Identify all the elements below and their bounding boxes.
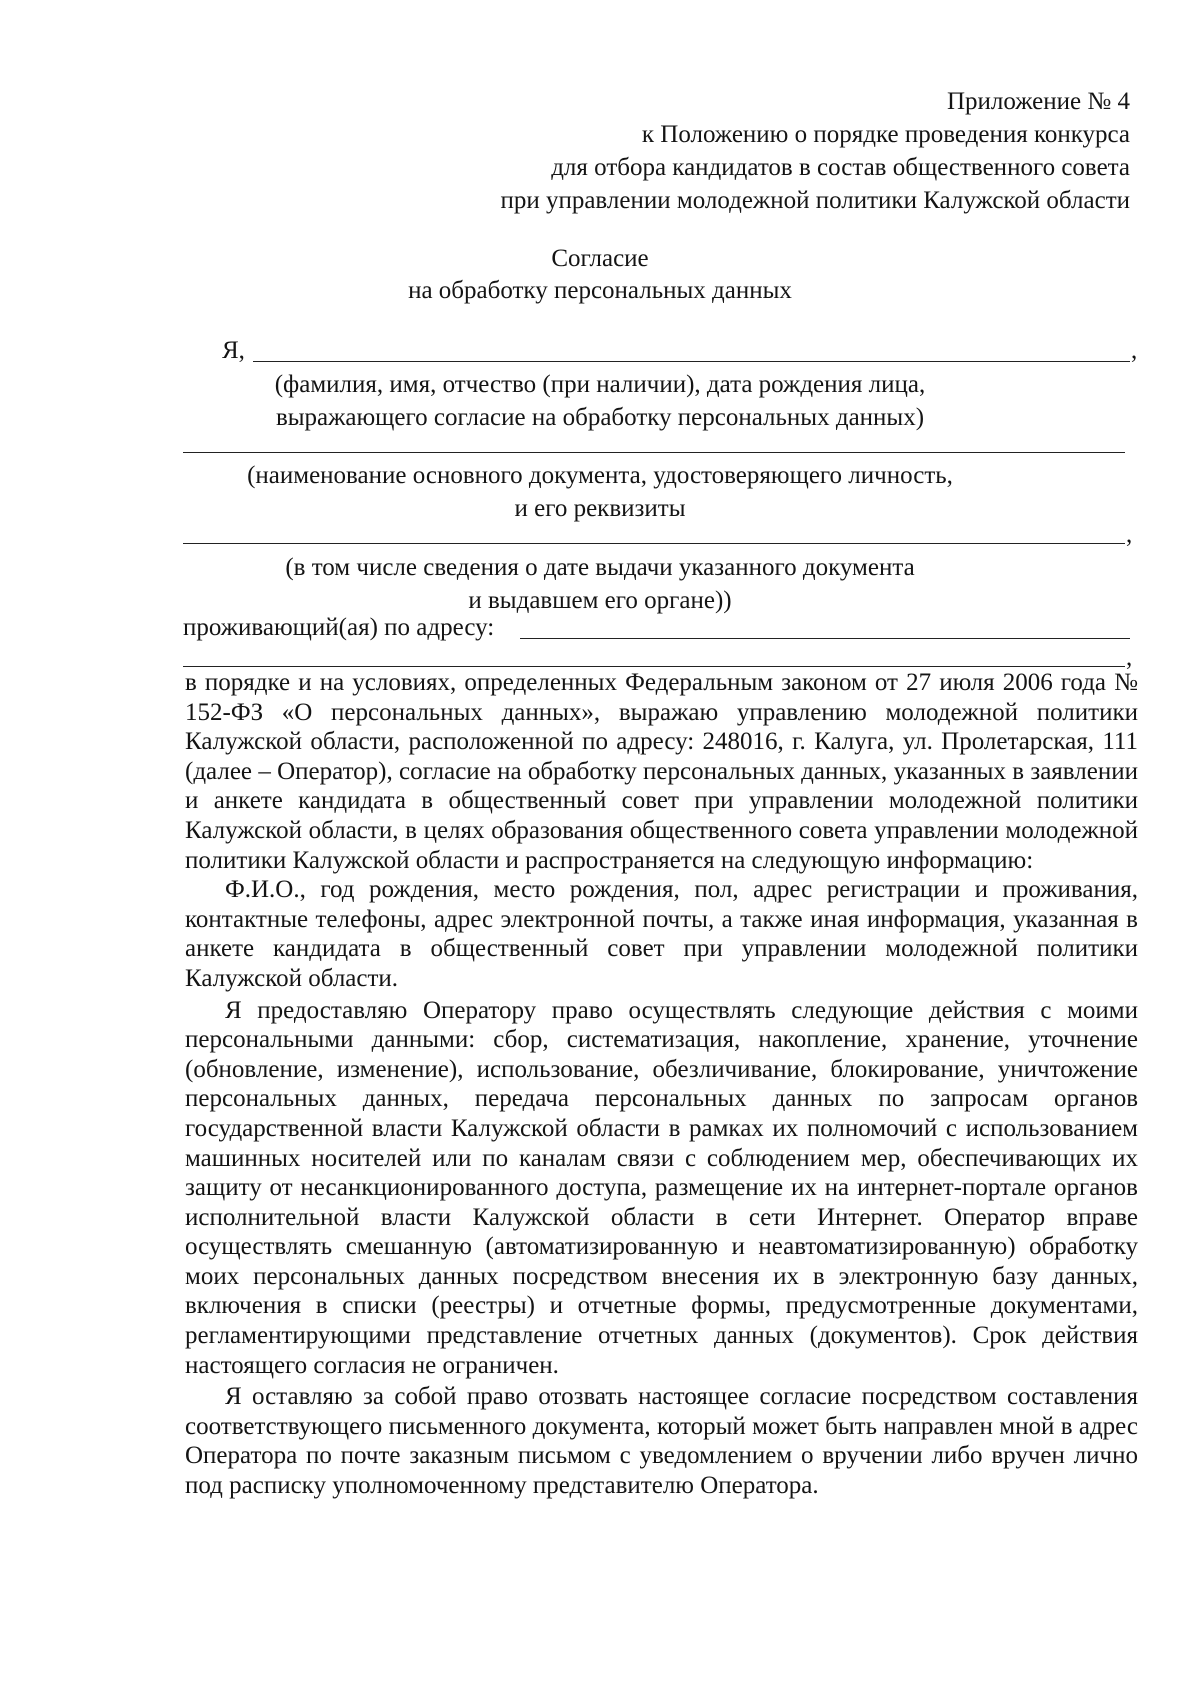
appendix-ref-line-2: для отбора кандидатов в состав общественного совета — [551, 154, 1130, 181]
id-document-hint — [0, 459, 1200, 525]
body-paragraph: в порядке и на условиях, определенных Федеральным законом от 27 июля 2006 года № 152-ФЗ «О персональных данных», выражаю управлению молодежной политики Калужской области, расположенной по адресу: 248016, г. Калуга, ул. Пролетарская, 111 (далее – Оператор), согласие на обработку персональных данных, указанных в заявлении и анкете кандидата в общественный совет при управлении молодежной политики Калужской области, в целях образования общественного совета управлении молодежной политики Калужской области и распространяется на следующую информацию: — [185, 669, 1138, 874]
id-issue-hint — [0, 551, 1200, 617]
hint-line: выражающего согласие на обработку персональных данных) — [275, 404, 925, 431]
id-document-field-line[interactable] — [183, 452, 1125, 453]
hint-line: (в том числе сведения о дате выдачи указанного документа — [285, 554, 915, 581]
fullname-hint — [0, 368, 1200, 434]
hint-line: (наименование основного документа, удостоверяющего личность, — [247, 462, 953, 489]
hint-line: (фамилия, имя, отчество (при наличии), дата рождения лица, — [274, 371, 926, 398]
consent-body — [185, 668, 1138, 1501]
comma: , — [1131, 337, 1138, 364]
title-line-2: на обработку персональных данных — [408, 277, 792, 304]
address-label: проживающий(ая) по адресу: — [183, 614, 495, 641]
appendix-header — [500, 85, 1130, 217]
hint-line: и выдавшем его органе)) — [468, 587, 732, 614]
appendix-ref-line-3: при управлении молодежной политики Калужской области — [500, 187, 1130, 214]
appendix-ref-line-1: к Положению о порядке проведения конкурса — [641, 121, 1130, 148]
body-paragraph: Я оставляю за собой право отозвать настоящее согласие посредством составления соответствующего письменного документа, который может быть направлен мной в адрес Оператора по почте заказным письмом с уведомлением о вручении либо вручен лично под расписку уполномоченному представителю Оператора. — [185, 1383, 1138, 1500]
body-paragraph: Я предоставляю Оператору право осуществлять следующие действия с моими персональными данными: сбор, систематизация, накопление, хранение, уточнение (обновление, изменение), использование, обезличивание, блокирование, уничтожение персональных данных, передача персональных данных по запросам органов государственной власти Калужской области в рамках их полномочий с использованием машинных носителей или по каналам связи с соблюдением мер, обеспечивающих их защиту от несанкционированного доступа, размещение их на интернет-портале органов исполнительной власти Калужской области в сети Интернет. Оператор вправе осуществлять смешанную (автоматизированную и неавтоматизированную) обработку моих персональных данных посредством внесения их в электронную базу данных, включения в списки (реестры) и отчетные формы, предусмотренные документами, регламентирующими представление отчетных данных (документов). Срок действия настоящего согласия не ограничен. — [185, 996, 1138, 1379]
fullname-field-line[interactable] — [253, 361, 1130, 362]
appendix-number: Приложение № 4 — [946, 88, 1130, 115]
body-paragraph: Ф.И.О., год рождения, место рождения, пол, адрес регистрации и проживания, контактные телефоны, адрес электронной почты, а также иная информация, указанная в анкете кандидата в общественный совет при управлении молодежной политики Калужской области. — [185, 876, 1138, 992]
i-label: Я, — [222, 337, 245, 364]
document-title — [0, 243, 1200, 307]
address-field-line[interactable] — [520, 638, 1130, 639]
hint-line: и его реквизиты — [514, 495, 686, 522]
address-field-line-2[interactable] — [183, 666, 1125, 667]
title-line-1: Согласие — [551, 245, 649, 272]
id-issue-field-line[interactable] — [183, 543, 1125, 544]
comma: , — [1126, 521, 1133, 548]
comma: , — [1126, 644, 1133, 671]
